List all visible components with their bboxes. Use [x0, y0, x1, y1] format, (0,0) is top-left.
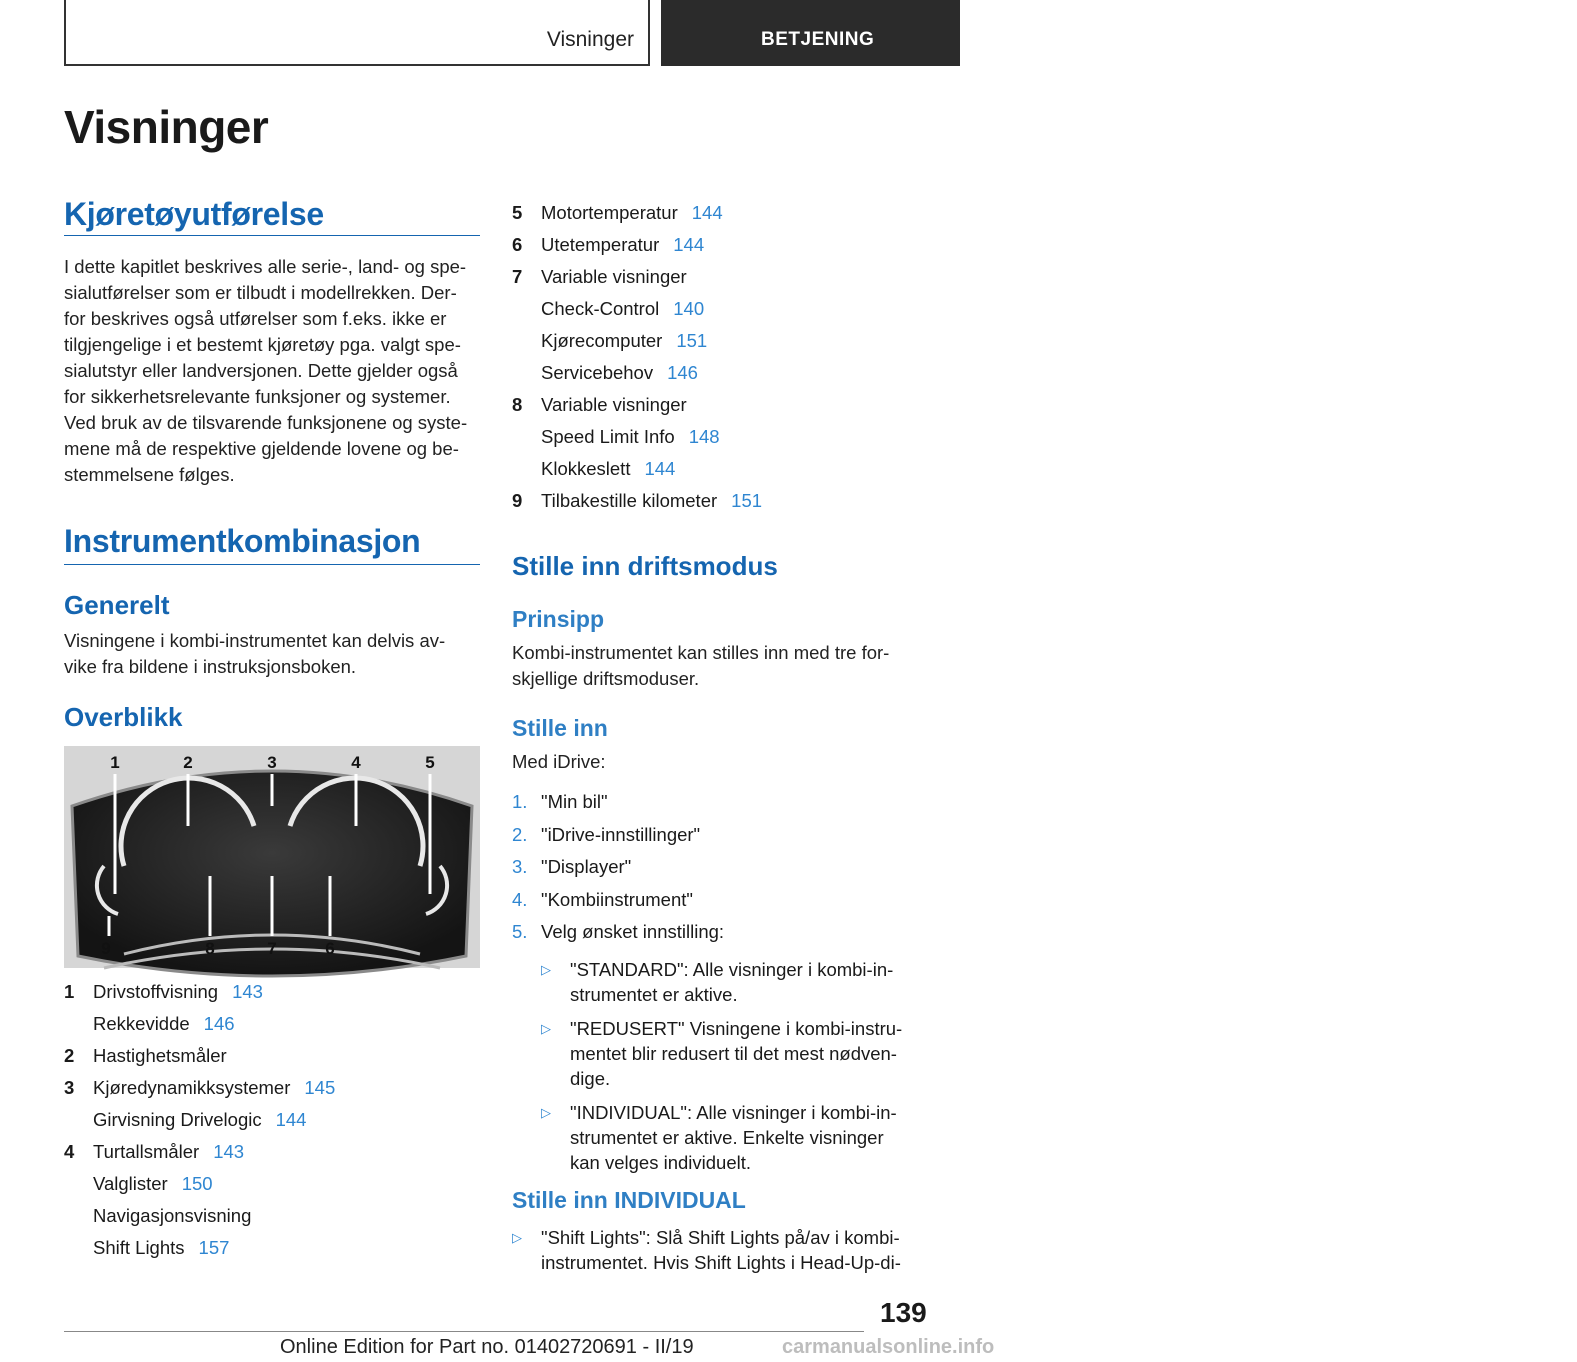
- heading-general: Generelt: [64, 590, 170, 620]
- legend-row: 4 Turtallsmåler 143: [64, 1141, 245, 1162]
- heading-setup: Stille inn: [512, 715, 608, 741]
- callout-4: 4: [351, 753, 361, 772]
- triangle-bullet-icon: ▷: [512, 1230, 522, 1245]
- option-shift-lights: ▷ "Shift Lights": Slå Shift Lights på/av i kombi- instrumentet. Hvis Shift Lights i Head-Up-di-: [512, 1227, 901, 1273]
- legend-row: 2 Hastighetsmåler: [64, 1045, 227, 1066]
- triangle-bullet-icon: ▷: [541, 961, 551, 977]
- legend-row: Rekkevidde 146: [93, 1013, 235, 1034]
- general-paragraph: Visningene i kombi-instrumentet kan delvis av- vike fra bildene i instruksjonsboken.: [64, 630, 446, 677]
- heading-principle: Prinsipp: [512, 606, 605, 632]
- legend-row: Girvisning Drivelogic 144: [93, 1109, 307, 1130]
- legend-list-right: [512, 197, 932, 517]
- callout-5: 5: [425, 753, 435, 772]
- legend-row: 9 Tilbakestille kilometer 151: [512, 490, 763, 511]
- legend-row: Valglister 150: [93, 1173, 213, 1194]
- page-title: Visninger: [64, 101, 269, 153]
- callout-6: 6: [325, 939, 335, 958]
- vehicle-version-paragraph: I dette kapitlet beskrives alle serie-, land- og spe- sialutførelser som er tilbudt i modellrekken. Der- for beskrives også utførelser som f.eks. ikke er tilgjengelige i et bestemt kjøretøy pga. valgt spe- sialutstyr eller landversjonen. Dette gjelder også for sikkerhetsrelevante funksjoner og systemer. Ved bruk av de tilsvarende funksjonene og syste- mene må de respektive gjeldende lovene og be- stemmelsene følges.: [64, 256, 468, 485]
- footer-edition: Online Edition for Part no. 01402720691 - II/19: [280, 1336, 694, 1358]
- header-chapter-box: [661, 0, 960, 66]
- step-item: 1. "Min bil": [512, 791, 608, 812]
- page-link[interactable]: 151: [676, 330, 708, 351]
- legend-row: 5 Motortemperatur 144: [512, 202, 723, 223]
- heading-instrument-cluster: Instrumentkombinasjon: [64, 523, 421, 559]
- page-link[interactable]: 145: [304, 1077, 336, 1098]
- individual-list: [512, 1225, 922, 1284]
- heading-overview: Overblikk: [64, 702, 183, 732]
- legend-row: 6 Utetemperatur 144: [512, 234, 705, 255]
- heading-set-individual: Stille inn INDIVIDUAL: [512, 1187, 746, 1213]
- watermark: carmanualsonline.info: [782, 1336, 995, 1358]
- legend-list-left: [64, 976, 480, 1264]
- principle-paragraph: Kombi-instrumentet kan stilles inn med tre for- skjellige driftsmoduser.: [512, 642, 890, 689]
- header-section-title: Visninger: [546, 28, 634, 51]
- page-link[interactable]: 140: [673, 298, 705, 319]
- page-link[interactable]: 143: [213, 1141, 245, 1162]
- heading-rule: [64, 564, 480, 565]
- legend-row: Klokkeslett 144: [541, 458, 676, 479]
- legend-row: 7 Variable visninger: [512, 266, 687, 287]
- legend-row: Speed Limit Info 148: [541, 426, 720, 447]
- triangle-bullet-icon: ▷: [541, 1020, 551, 1036]
- legend-row: Servicebehov 146: [541, 362, 698, 383]
- page-link[interactable]: 144: [275, 1109, 307, 1130]
- legend-row: 8 Variable visninger: [512, 394, 687, 415]
- callout-2: 2: [183, 753, 193, 772]
- legend-row: Check-Control 140: [541, 298, 705, 319]
- heading-operating-mode: Stille inn driftsmodus: [512, 551, 778, 581]
- step-item: 2. "iDrive-innstillinger": [512, 823, 701, 845]
- setup-intro: Med iDrive:: [512, 751, 606, 772]
- footer-rule: [64, 1331, 864, 1332]
- heading-vehicle-version: Kjøretøyutførelse: [64, 196, 324, 232]
- page-link[interactable]: 144: [644, 458, 676, 479]
- hand-pointer-icon: [1555, 27, 1577, 55]
- legend-row: Shift Lights 157: [93, 1237, 230, 1258]
- callout-1: 1: [110, 753, 120, 772]
- setup-steps: [512, 786, 922, 1184]
- page-link[interactable]: 144: [691, 202, 723, 223]
- legend-row: Kjørecomputer 151: [541, 330, 708, 351]
- option-individual: ▷ "INDIVIDUAL": Alle visninger i kombi-in- strumentet er aktive. Enkelte visninger kan velges individuelt.: [541, 1101, 897, 1173]
- header-chapter-title: BETJENING: [761, 29, 875, 50]
- callout-7: 7: [267, 939, 277, 958]
- step-item: 5. Velg ønsket innstilling:: [512, 921, 725, 942]
- page-link[interactable]: 146: [667, 362, 698, 383]
- legend-row: 3 Kjøredynamikksystemer 145: [64, 1077, 336, 1098]
- legend-row: 1 Drivstoffvisning 143: [64, 981, 263, 1002]
- page-link[interactable]: 150: [181, 1173, 213, 1194]
- callout-3: 3: [267, 753, 277, 772]
- page-link[interactable]: 148: [688, 426, 720, 447]
- page-link[interactable]: 144: [673, 234, 705, 255]
- step-item: 3. "Displayer": [512, 856, 632, 877]
- page-link[interactable]: 146: [203, 1013, 235, 1034]
- callout-9: 9: [101, 939, 111, 958]
- heading-rule: [64, 235, 480, 236]
- option-standard: ▷ "STANDARD": Alle visninger i kombi-in- strumentet er aktive.: [541, 958, 894, 1005]
- option-reduced: ▷ "REDUSERT" Visningene i kombi-instru- mentet blir redusert til det mest nødven- dige.: [541, 1017, 903, 1089]
- page-link[interactable]: 157: [198, 1237, 230, 1258]
- page-number: 139: [880, 1297, 927, 1328]
- step-item: 4. "Kombiinstrument": [512, 888, 693, 910]
- page-link[interactable]: 143: [232, 981, 263, 1002]
- triangle-bullet-icon: ▷: [541, 1104, 551, 1120]
- instrument-cluster-illustration: [64, 746, 480, 968]
- header-section-box: [64, 0, 650, 66]
- callout-8: 8: [205, 939, 215, 958]
- page-link[interactable]: 151: [731, 490, 763, 511]
- legend-row: Navigasjonsvisning: [93, 1205, 252, 1226]
